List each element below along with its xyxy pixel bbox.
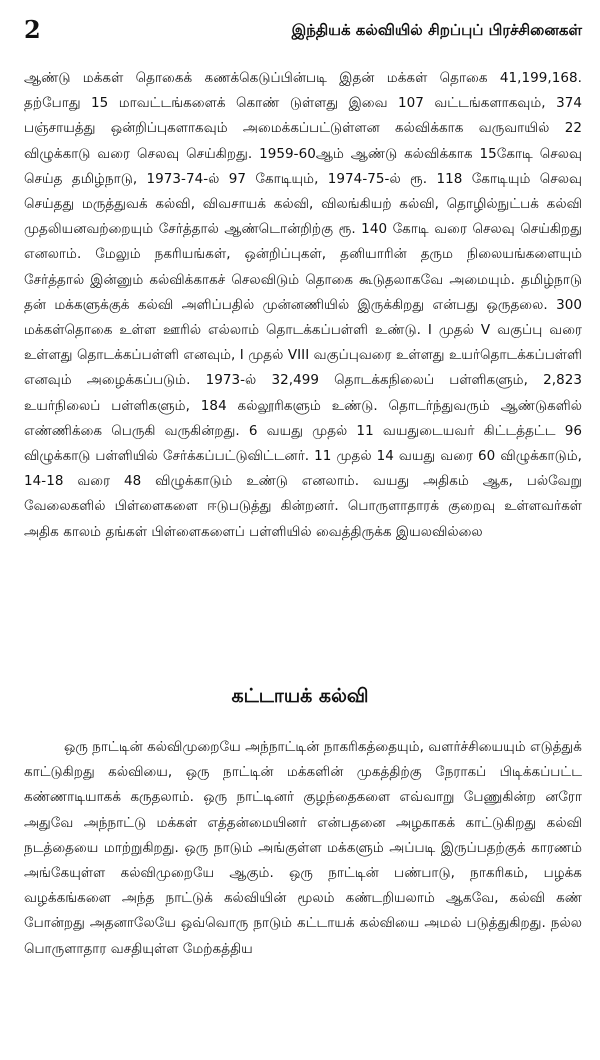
section-heading: கட்டாயக் கல்வி — [231, 685, 369, 707]
page-number: 2 — [24, 15, 41, 44]
body-paragraph-2: ஒரு நாட்டின் கல்விமுறையே அந்நாட்டின் நாகரிகத்தையும், வளர்ச்சியையும் எடுத்துக் காட்டுகிறது கல்வியை, ஒரு நாட்டின் மக்களின் முகத்திற்கு நேராகப் பிடிக்கப்பட்ட கண்ணாடியாகக் கருதலாம். ஒரு நாட்டினர் குழந்தைகளை எவ்வாறு பேணுகின்ற னரோ அதுவே அந்நாட்டு மக்கள் எத்தன்மையினர் என்பதனை அழகாகக் காட்டுகிறது கல்வி நடத்தையை மாற்றுகிறது. ஒரு நாடும் அங்குள்ள மக்களும் அப்படி இருப்பதற்குக் காரணம் அங்கேயுள்ள கல்விமுறையே ஆகும். ஒரு நாட்டின் பண்பாடு, நாகரிகம், பழக்க வழக்கங்களை அந்த நாட்டுக் கல்வியின் மூலம் கண்டறியலாம் ஆகவே, கல்வி கண் போன்றது அதனாலேயே ஒவ்வொரு நாடும் கட்டாயக் கல்வியை அமல் படுத்துகிறது. நல்ல பொருளாதார வசதியுள்ள மேற்கத்திய — [24, 739, 582, 957]
running-head: இந்தியக் கல்வியில் சிறப்புப் பிரச்சினைகள் — [291, 21, 582, 39]
body-paragraph-1: ஆண்டு மக்கள் தொகைக் கணக்கெடுப்பின்படி இதன் மக்கள் தொகை 41,199,168. தற்போது 15 மாவட்டங்களைக் கொண் டுள்ளது இவை 107 வட்டங்களாகவும், 374 பஞ்சாயத்து ஒன்றிப்புகளாகவும் அமைக்கப்பட்டுள்ளன கல்விக்காக வருவாயில் 22 விழுக்காடு வரை செலவு செய்கிறது. 1959-60ஆம் ஆண்டு கல்விக்காக 15கோடி செலவு செய்த தமிழ்நாடு, 1973-74-ல் 97 கோடியும், 1974-75-ல் ரூ. 118 கோடியும் செலவு செய்தது மருத்துவக் கல்வி, விவசாயக் கல்வி, விலங்கியற் கல்வி, தொழில்நுட்பக் கல்வி முதலியனவற்றையும் சேர்த்தால் ஆண்டொன்றிற்கு ரூ. 140 கோடி வரை செலவு செய்கிறது எனலாம். மேலும் நகரியங்கள், ஒன்றிப்புகள், தனியாரின் தரும நிலையங்களையும் சேர்த்தால் இன்னும் கல்விக்காகச் செலவிடும் தொகை கூடுதலாகவே அமையும். தமிழ்நாடு தன் மக்களுக்குக் கல்வி அளிப்பதில் முன்னணியில் இருக்கிறது என்பது ஒருதலை. 300 மக்கள்தொகை உள்ள ஊரில் எல்லாம் தொடக்கப்பள்ளி உண்டு. I முதல் V வகுப்பு வரை உள்ளது தொடக்கப்பள்ளி எனவும், I முதல் VIII வகுப்புவரை உள்ளது உயர்தொடக்கப்பள்ளி எனவும் அழைக்கப்படும். 1973-ல் 32,499 தொடக்கநிலைப் பள்ளிகளும், 2,823 உயர்நிலைப் பள்ளிகளும், 184 கல்லூரிகளும் உண்டு. தொடர்ந்துவரும் ஆண்டுகளில் எண்ணிக்கை பெருகி வருகின்றது. 6 வயது முதல் 11 வயதுடையவர் கிட்டத்தட்ட 96 விழுக்காடு பள்ளியில் சேர்க்கப்பட்டுவிட்டனர். 11 முதல் 14 வயது வரை 60 விழுக்காடும், 14-18 வரை 48 விழுக்காடும் உண்டு எனலாம். வயது அதிகம் ஆக, பல்வேறு வேலைகளில் பிள்ளைகளை ஈடுபடுத்து கின்றனர். பொருளாதாரக் குறைவு உள்ளவர்கள் அதிக காலம் தங்கள் பிள்ளைகளைப் பள்ளியில் வைத்திருக்க இயலவில்லை — [24, 70, 582, 540]
page-header — [24, 14, 582, 46]
